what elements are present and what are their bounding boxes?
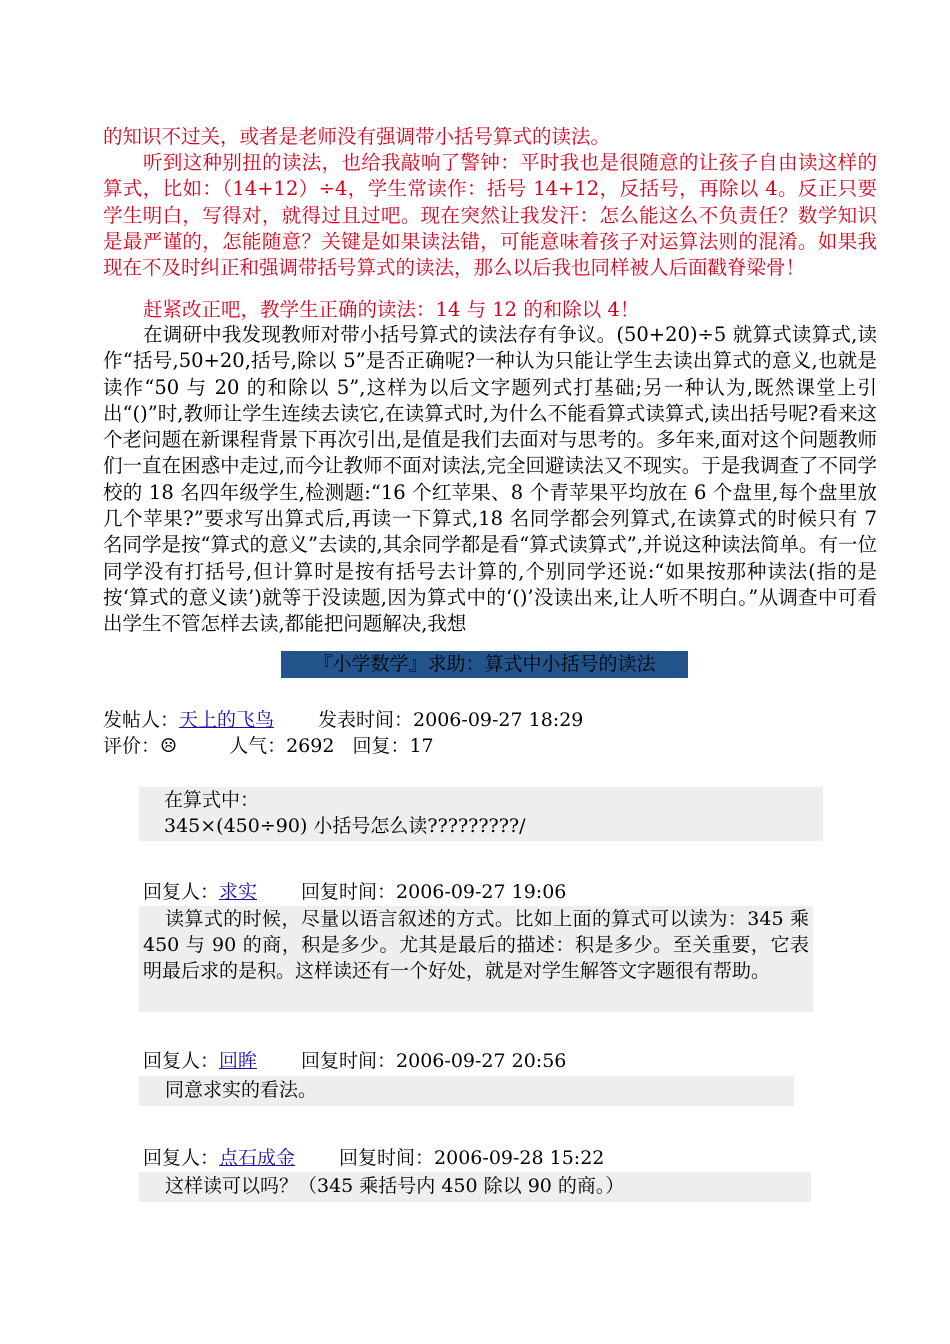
reply-time: 2006-09-27 19:06 bbox=[396, 881, 567, 903]
thread-title: 『小学数学』求助：算式中小括号的读法 bbox=[281, 651, 688, 678]
replies-label: 回复： bbox=[352, 735, 410, 757]
rating-icon: ☹ bbox=[160, 735, 178, 757]
replies-count: 17 bbox=[409, 735, 434, 757]
replier-label: 回复人： bbox=[143, 1050, 220, 1072]
poster-link[interactable]: 天上的飞鸟 bbox=[179, 709, 275, 731]
reply-time-label: 回复时间： bbox=[301, 1050, 397, 1072]
popularity-count: 2692 bbox=[286, 735, 335, 757]
replier-label: 回复人： bbox=[143, 1147, 220, 1169]
replier-link[interactable]: 点石成金 bbox=[219, 1147, 296, 1169]
replier-label: 回复人： bbox=[143, 881, 220, 903]
red-paragraph-2: 听到这种别扭的读法，也给我敲响了警钟：平时我也是很随意的让孩子自由读这样的算式，比如：（14+12）÷4，学生常读作：括号 14+12，反括号，再除以 4。反正只要学生明白，写得对，就得过且过吧。现在突然让我发汗：怎么能这么不负责任？数学知识是最严谨的，怎能随意？关键是如果读法错，可能意味着孩子对运算法则的混淆。如果我现在不及时纠正和强调带括号算式的读法，那么以后我也同样被人后面戳脊梁骨！ bbox=[103, 151, 877, 280]
main-paragraph: 在调研中我发现教师对带小括号算式的读法存有争议。(50+20)÷5 就算式读算式,读作“括号,50+20,括号,除以 5”是否正确呢?一种认为只能让学生去读出算式的意义,也就是读作“50 与 20 的和除以 5”,这样为以后文字题列式打基础;另一种认为,既然课堂上引出“()”时,教师让学生连续去读它,在读算式时,为什么不能看算式读算式,读出括号呢?看来这个老问题在新课程背景下再次引出,是值是我们去面对与思考的。多年来,面对这个问题教师们一直在困惑中走过,而今让教师不面对读法,完全回避读法又不现实。于是我调查了不同学校的 18 名四年级学生,检测题:“16 个红苹果、8 个青苹果平均放在 6 个盘里,每个盘里放几个苹果?”要求写出算式后,再读一下算式,18 名同学都会列算式,在读算式的时候只有 7 名同学是按“算式的意义”去读的,其余同学都是看“算式读算式”,并说这种读法简单。有一位同学没有打括号,但计算时是按有括号去计算的,个别同学还说:“如果按那种读法(指的是按‘算式的意义读’)就等于没读题,因为算式中的‘()’没读出来,让人听不明白。”从调查中可看出学生不管怎样去读,都能把问题解决,我想 bbox=[103, 323, 877, 636]
rating-label: 评价： bbox=[103, 735, 161, 757]
replier-link[interactable]: 回眸 bbox=[219, 1050, 258, 1072]
red-paragraph-1: 的知识不过关，或者是老师没有强调带小括号算式的读法。 bbox=[103, 125, 611, 148]
reply-3-meta bbox=[143, 1145, 604, 1171]
popularity-label: 人气： bbox=[229, 735, 287, 757]
question-line-1: 在算式中： bbox=[164, 789, 260, 811]
reply-time-label: 回复时间： bbox=[301, 881, 397, 903]
question-line-2: 345×(450÷90) 小括号怎么读?????????/ bbox=[164, 815, 526, 837]
reply-2-text: 同意求实的看法。 bbox=[165, 1079, 318, 1101]
post-time: 2006-09-27 18:29 bbox=[413, 709, 584, 731]
poster-label: 发帖人： bbox=[103, 709, 180, 731]
reply-time: 2006-09-28 15:22 bbox=[434, 1147, 605, 1169]
reply-1-meta bbox=[143, 879, 566, 905]
poster-meta bbox=[103, 707, 583, 733]
reply-1-text: 读算式的时候，尽量以语言叙述的方式。比如上面的算式可以读为：345 乘 450 与 90 的商，积是多少。尤其是最后的描述：积是多少。至关重要，它表明最后求的是积。这样读还有一个好处，就是对学生解答文字题很有帮助。 bbox=[143, 908, 809, 982]
question-box bbox=[139, 787, 823, 841]
rating-meta bbox=[103, 733, 434, 759]
red-paragraph-3: 赶紧改正吧，教学生正确的读法：14 与 12 的和除以 4！ bbox=[143, 298, 640, 321]
reply-3-text: 这样读可以吗？（345 乘括号内 450 除以 90 的商。） bbox=[165, 1175, 625, 1197]
replier-link[interactable]: 求实 bbox=[219, 881, 258, 903]
reply-2-meta bbox=[143, 1048, 566, 1074]
reply-time: 2006-09-27 20:56 bbox=[396, 1050, 567, 1072]
post-time-label: 发表时间： bbox=[318, 709, 414, 731]
reply-time-label: 回复时间： bbox=[339, 1147, 435, 1169]
